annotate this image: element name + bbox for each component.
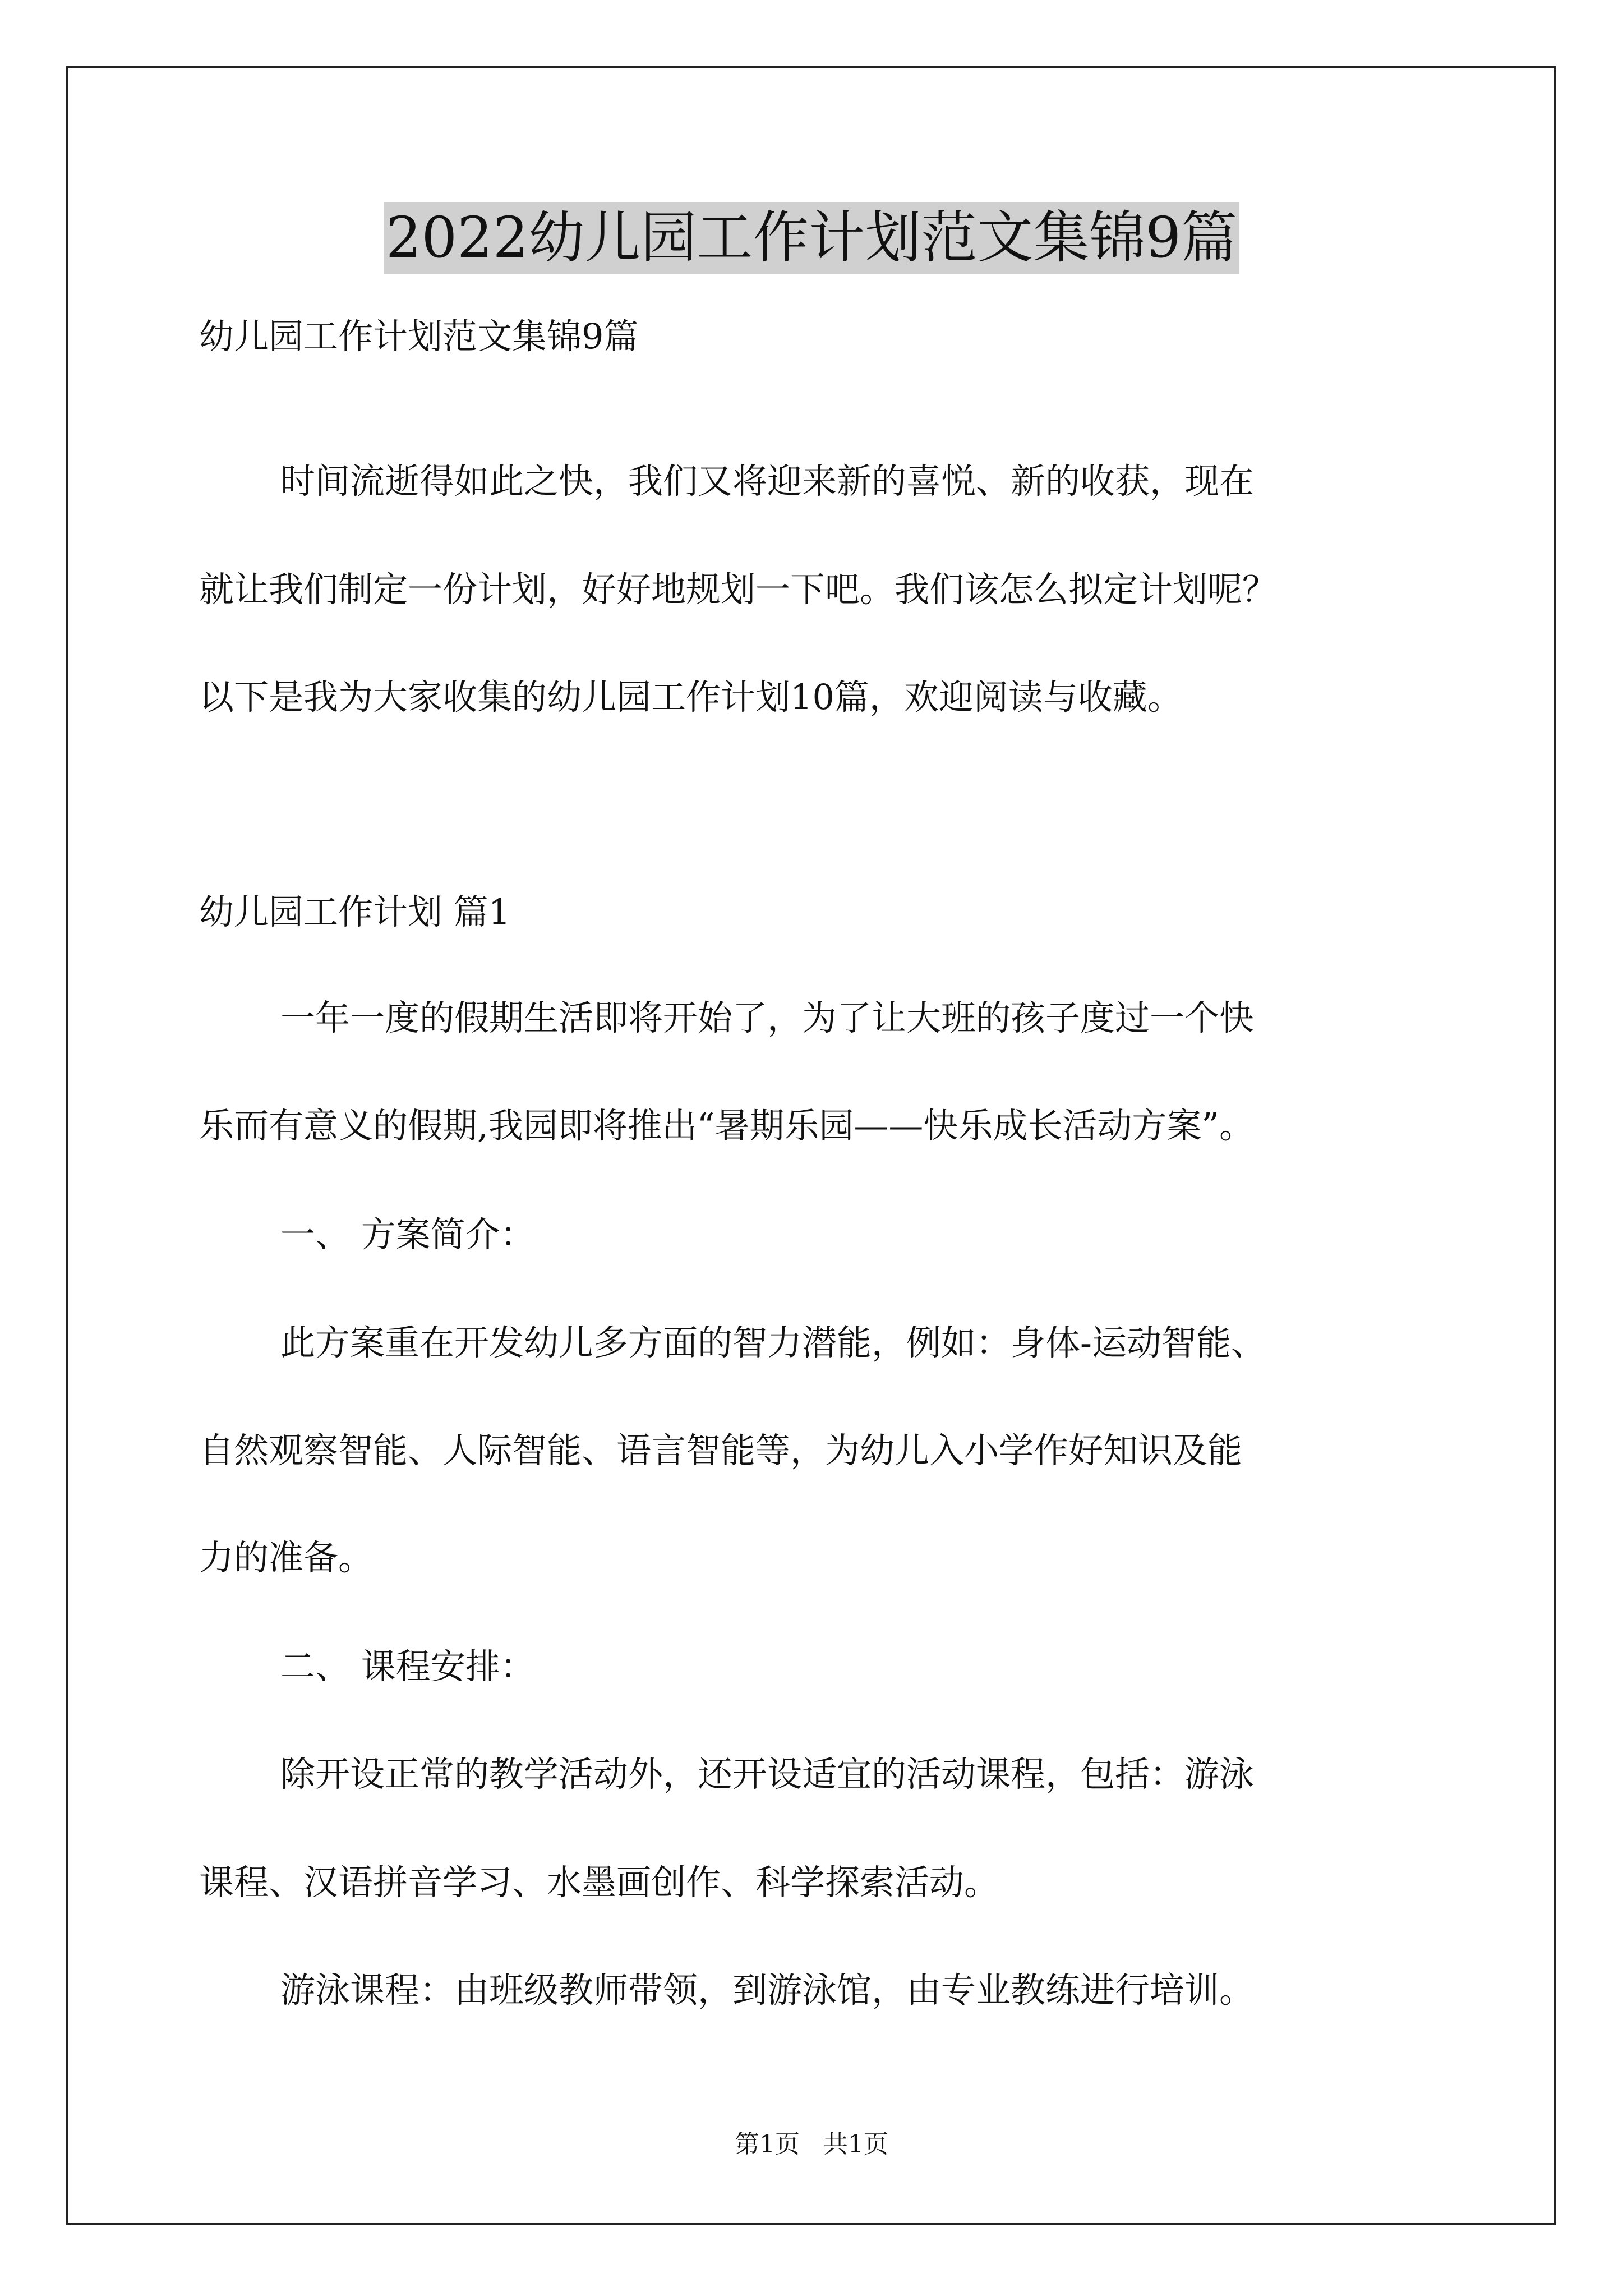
intro-line-1: 时间流逝得如此之快，我们又将迎来新的喜悦、新的收获，现在	[280, 461, 1255, 501]
section-subheading-1: 一、 方案简介：	[280, 1214, 535, 1255]
section-line-6: 力的准备。	[199, 1537, 374, 1578]
document-title: 2022幼儿园工作计划范文集锦9篇	[384, 202, 1239, 274]
document-subtitle: 幼儿园工作计划范文集锦9篇	[199, 316, 639, 357]
section-line-10: 游泳课程：由班级教师带领，到游泳馆，由专业教练进行培训。	[280, 1970, 1255, 2010]
section-line-5: 自然观察智能、人际智能、语言智能等，为幼儿入小学作好知识及能	[199, 1430, 1243, 1471]
title-container	[0, 202, 1623, 274]
section-line-1: 一年一度的假期生活即将开始了，为了让大班的孩子度过一个快	[280, 997, 1255, 1038]
section-subheading-2: 二、 课程安排：	[280, 1646, 535, 1687]
section-line-2: 乐而有意义的假期,我园即将推出“暑期乐园——快乐成长活动方案”。	[199, 1105, 1255, 1146]
section-heading: 幼儿园工作计划 篇1	[199, 891, 511, 932]
section-line-4: 此方案重在开发幼儿多方面的智力潜能，例如：身体-运动智能、	[280, 1322, 1266, 1363]
page-footer: 第1页 共1页	[735, 2130, 888, 2159]
intro-line-2: 就让我们制定一份计划，好好地规划一下吧。我们该怎么拟定计划呢？	[199, 569, 1278, 610]
intro-line-3: 以下是我为大家收集的幼儿园工作计划10篇，欢迎阅读与收藏。	[199, 677, 1182, 717]
section-line-9: 课程、汉语拼音学习、水墨画创作、科学探索活动。	[199, 1862, 999, 1903]
section-line-8: 除开设正常的教学活动外，还开设适宜的活动课程，包括：游泳	[280, 1754, 1255, 1795]
